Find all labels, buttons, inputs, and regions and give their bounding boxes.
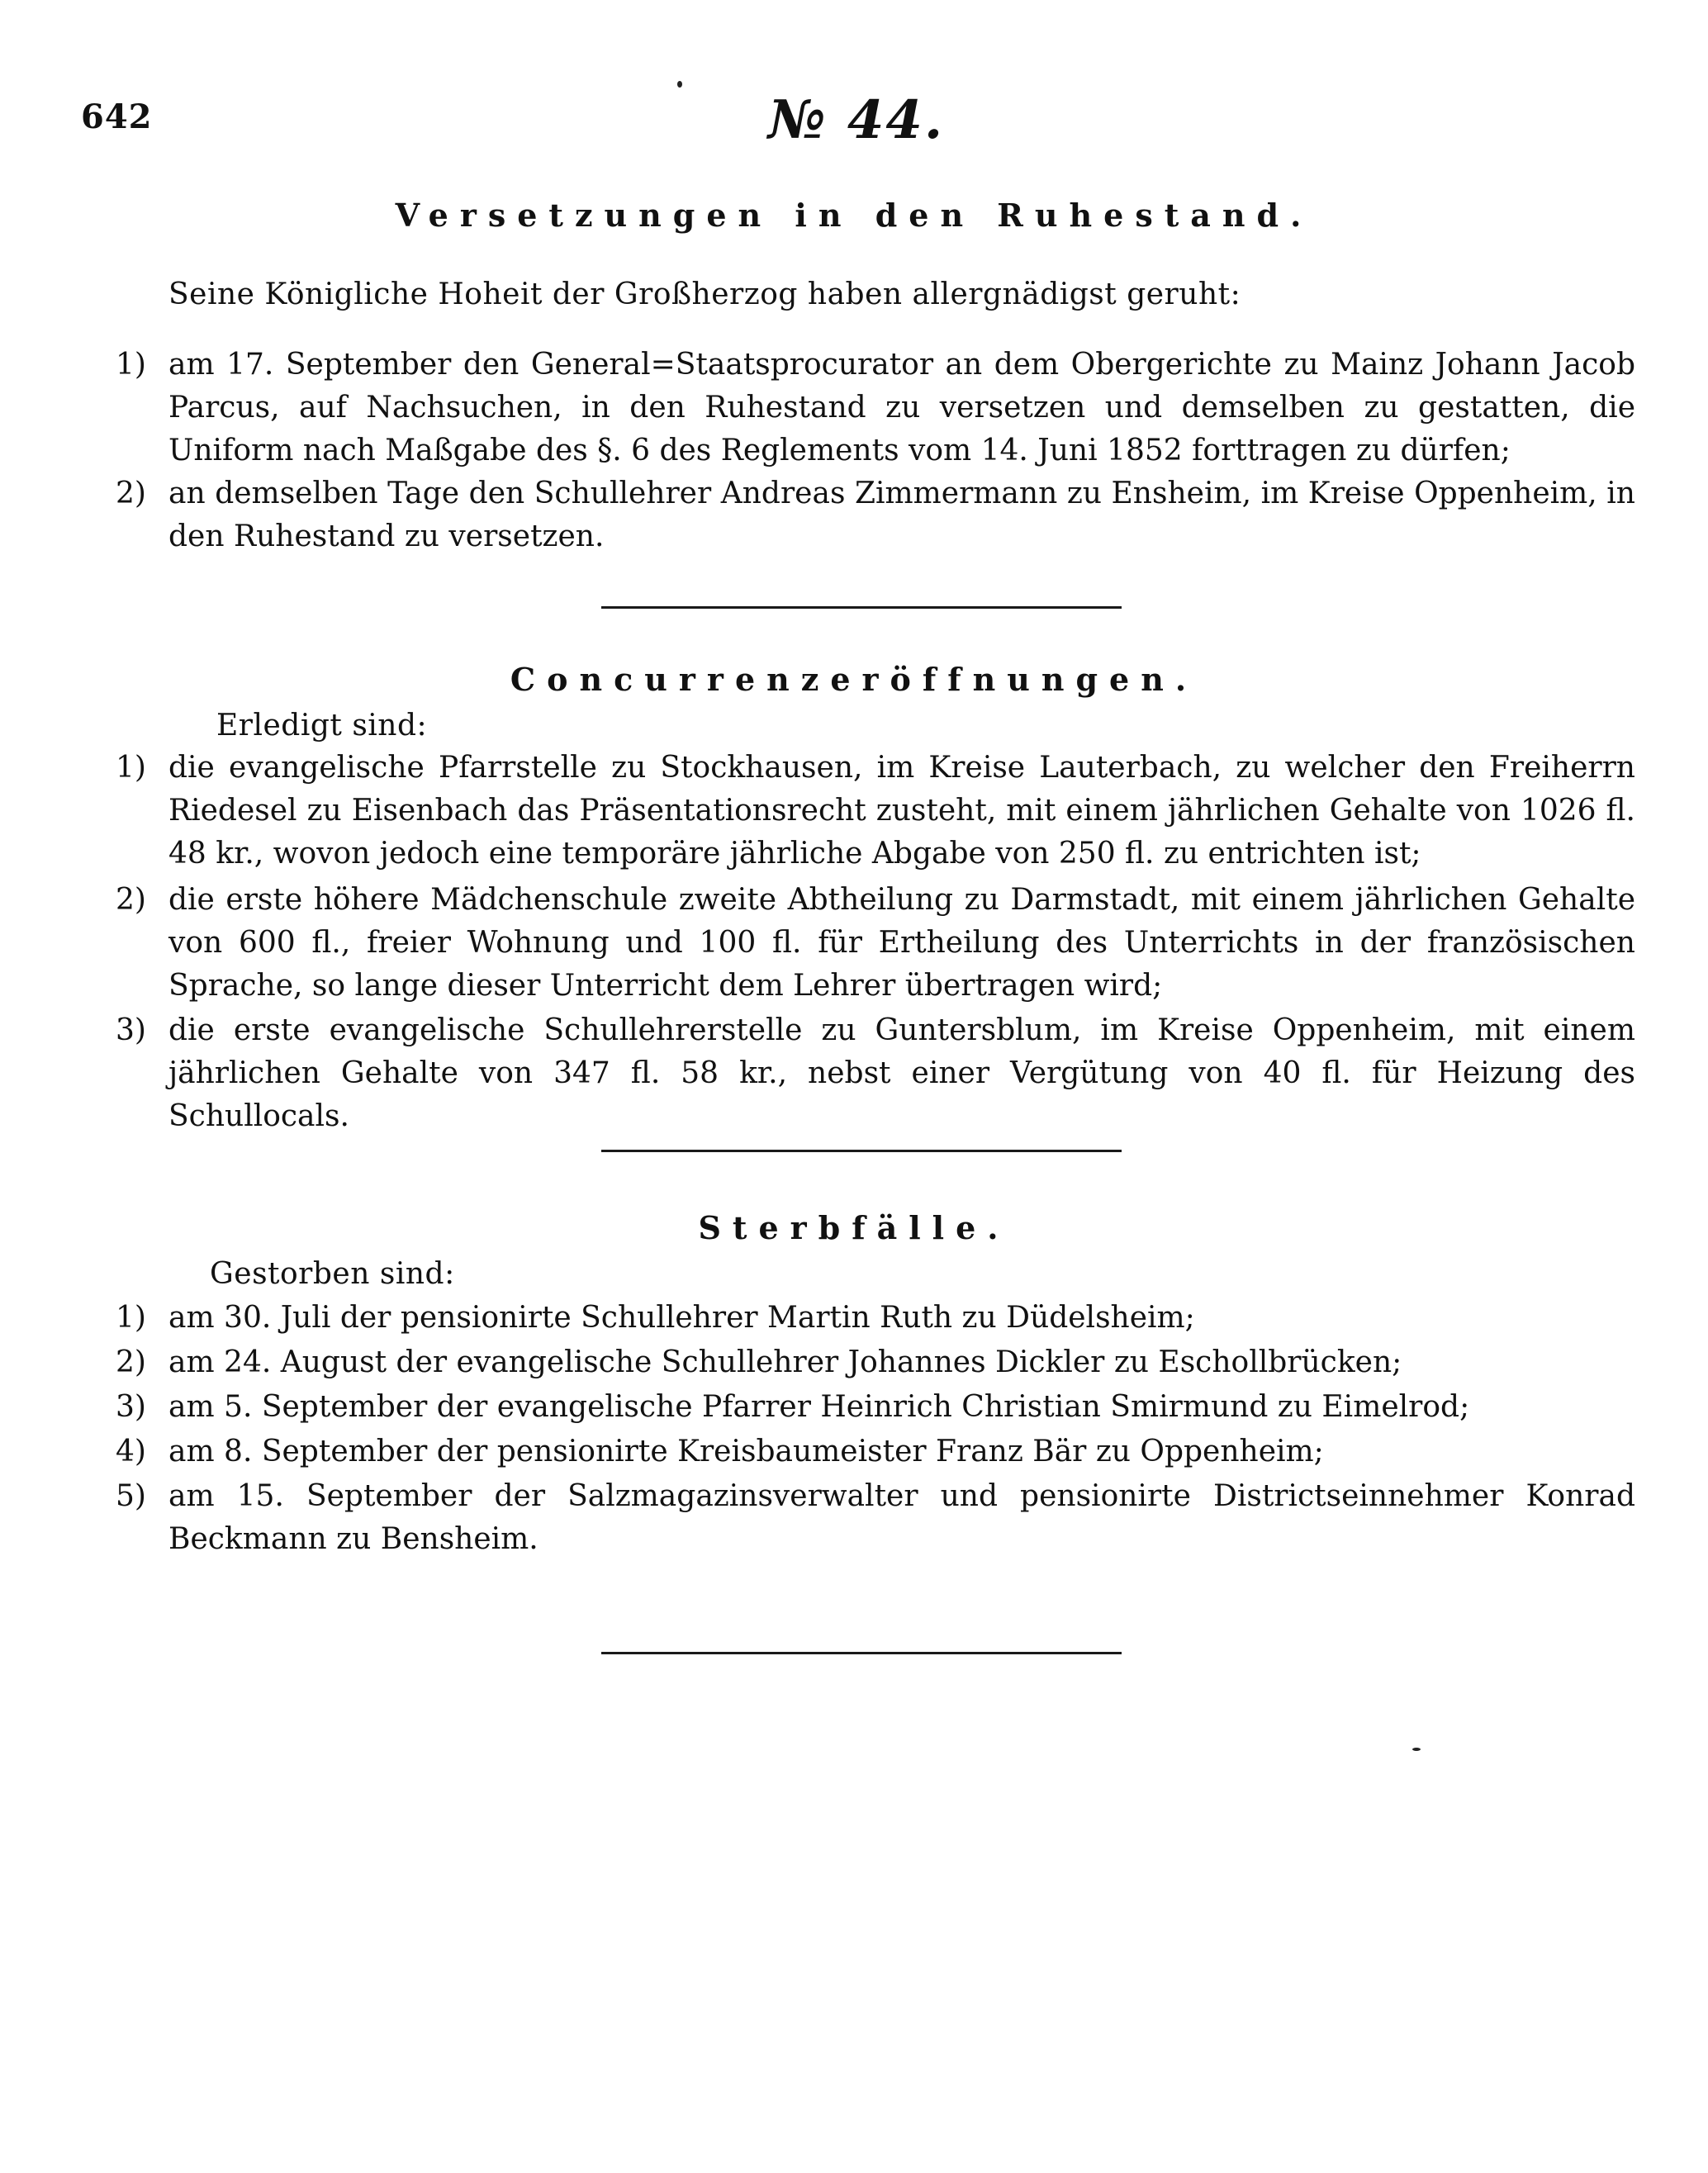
list-item-number: 2)	[116, 477, 146, 510]
section-divider	[601, 1652, 1122, 1654]
section-title-ruhestand: Versetzungen in den Ruhestand.	[395, 197, 1313, 234]
list-item	[116, 344, 1635, 472]
list-item-text: am 17. September den General=Staatsprocurator an dem Obergerichte zu Mainz Johann Jacob Parcus, auf Nachsuchen, in den Ruhestand zu versetzen und demselben zu gestatten, die Uniform nach Maßgabe des §. 6 des Reglements vom 14. Juni 1852 forttragen zu dürfen;	[168, 348, 1635, 467]
list-item-text: die erste höhere Mädchenschule zweite Abtheilung zu Darmstadt, mit einem jährlichen Gehalte von 600 fl., freier Wohnung und 100 fl. für Ertheilung des Unterrichts in der französischen Sprache, so lange dieser Unterricht dem Lehrer übertragen wird;	[168, 883, 1635, 1003]
list-item-text: am 24. August der evangelische Schullehrer Johannes Dickler zu Eschollbrücken;	[168, 1345, 1402, 1379]
list-item	[116, 879, 1635, 1008]
section-title-sterbfaelle: Sterbfälle.	[698, 1209, 1010, 1246]
section-intro-concurrenz: Erledigt sind:	[216, 709, 428, 743]
section-divider	[601, 1150, 1122, 1152]
list-item	[116, 1386, 1635, 1429]
section-title-concurrenz: Concurrenzeröffnungen.	[510, 661, 1198, 698]
list-item	[116, 1009, 1635, 1138]
list-item-text: am 30. Juli der pensionirte Schullehrer Martin Ruth zu Düdelsheim;	[168, 1301, 1195, 1335]
list-item-number: 3)	[116, 1013, 146, 1047]
list-item-text: am 5. September der evangelische Pfarrer Heinrich Christian Smirmund zu Eimelrod;	[168, 1390, 1470, 1424]
list-item-text: am 8. September der pensionirte Kreisbaumeister Franz Bär zu Oppenheim;	[168, 1435, 1324, 1468]
ink-speck	[677, 81, 682, 88]
section-intro-sterbfaelle: Gestorben sind:	[210, 1257, 455, 1291]
list-item-text: die evangelische Pfarrstelle zu Stockhausen, im Kreise Lauterbach, zu welcher den Freiherrn Riedesel zu Eisenbach das Präsentationsrecht zusteht, mit einem jährlichen Gehalte von 1026 fl. 48 kr., wovon jedoch eine temporäre jährliche Abgabe von 250 fl. zu entrichten ist;	[168, 751, 1635, 871]
page-number: 642	[81, 97, 153, 136]
list-item	[116, 747, 1635, 875]
list-item	[116, 1297, 1635, 1340]
section-intro-ruhestand: Seine Königliche Hoheit der Großherzog haben allergnädigst geruht:	[168, 278, 1241, 311]
list-item-number: 3)	[116, 1390, 146, 1424]
list-item-number: 1)	[116, 348, 146, 382]
list-item-number: 2)	[116, 883, 146, 917]
list-item-number: 5)	[116, 1479, 146, 1513]
list-item-number: 1)	[116, 751, 146, 785]
list-item-number: 1)	[116, 1301, 146, 1335]
section-divider	[601, 606, 1122, 609]
issue-number: № 44.	[768, 89, 945, 151]
list-item-text: am 15. September der Salzmagazinsverwalter und pensionirte Districtseinnehmer Konrad Beckmann zu Bensheim.	[168, 1479, 1635, 1556]
list-item	[116, 1475, 1635, 1561]
list-item	[116, 472, 1635, 558]
list-item-text: die erste evangelische Schullehrerstelle zu Guntersblum, im Kreise Oppenheim, mit einem jährlichen Gehalte von 347 fl. 58 kr., nebst einer Vergütung von 40 fl. für Heizung des Schullocals.	[168, 1013, 1635, 1133]
list-item-number: 4)	[116, 1435, 146, 1468]
list-item	[116, 1341, 1635, 1384]
list-item-number: 2)	[116, 1345, 146, 1379]
list-item	[116, 1430, 1635, 1473]
ink-speck	[1412, 1748, 1421, 1751]
list-item-text: an demselben Tage den Schullehrer Andreas Zimmermann zu Ensheim, im Kreise Oppenheim, in den Ruhestand zu versetzen.	[168, 477, 1635, 553]
